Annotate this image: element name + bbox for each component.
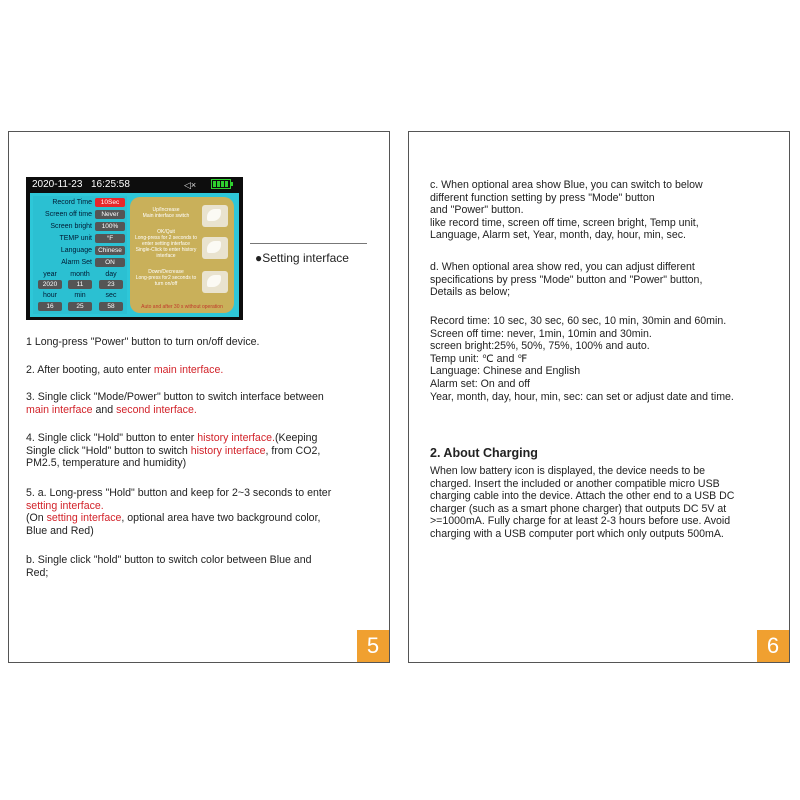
battery-icon bbox=[211, 179, 231, 189]
manual-page-6 bbox=[408, 131, 790, 663]
instruction-1: 1 Long-press "Power" button to turn on/off device. bbox=[26, 336, 260, 348]
paragraph-d: d. When optional area show red, you can adjust different specifications by press "Mode" button and "Power" button, Details as below; bbox=[430, 261, 703, 299]
button-help-panel: Up/Increase Main interface switch OK/Quit Long-press for 2 seconds to enter setting interface Single-Click to enter history interface Down/Decrease Long-press for2 seconds to turn on/off Auto and after 30 s without operation bbox=[130, 197, 234, 313]
instruction-5a: 5. a. Long-press "Hold" button and keep for 2~3 seconds to enter setting interface. (On setting interface, optional area have two background color, Blue and Red) bbox=[26, 487, 332, 537]
device-time: 16:25:58 bbox=[91, 179, 130, 190]
settings-details: Record time: 10 sec, 30 sec, 60 sec, 10 min, 30min and 60min. Screen off time: never, 1min, 10min and 30min. screen bright:25%, 50%, 75%, 100% and auto. Temp unit: ℃ and ℉ Language: Chinese and English Alarm set: On and off Year, month, day, hour, min, sec: can set or adjust date and time. bbox=[430, 315, 734, 403]
setting-row: Screen bright 100% bbox=[33, 221, 127, 232]
instruction-4: 4. Single click "Hold" button to enter history interface.(Keeping Single click "Hold" button to switch history interface, from CO2, PM2.5, temperature and humidity) bbox=[26, 432, 321, 470]
setting-interface-callout: ●Setting interface bbox=[255, 251, 349, 265]
instruction-3: 3. Single click "Mode/Power" button to switch interface between main interface and second interface. bbox=[26, 391, 324, 416]
paragraph-c: c. When optional area show Blue, you can switch to below different function setting by press "Mode" button and "Power" button. like record time, screen off time, screen bright, Temp unit, Language, Alarm set, Year, month, day, hour, min, sec. bbox=[430, 179, 703, 242]
setting-row: TEMP unit °F bbox=[33, 233, 127, 244]
down-key-icon bbox=[202, 271, 228, 293]
setting-row: Screen off time Never bbox=[33, 209, 127, 220]
up-key-icon bbox=[202, 205, 228, 227]
manual-page-5 bbox=[8, 131, 390, 663]
setting-row: Alarm Set ON bbox=[33, 257, 127, 268]
speaker-mute-icon: ◁× bbox=[184, 180, 197, 190]
ok-key-icon bbox=[202, 237, 228, 259]
setting-screen bbox=[30, 193, 239, 317]
callout-line bbox=[250, 243, 367, 244]
page-number: 5 bbox=[357, 630, 389, 662]
device-screen-image bbox=[26, 177, 243, 320]
setting-panel: Record Time 10Sec Screen off time Never Screen bright 100% TEMP unit °F Language Chinese Alarm Set ON year month day 2020 11 23 hour min sec 16 25 58 bbox=[33, 196, 127, 314]
setting-row: Language Chinese bbox=[33, 245, 127, 256]
setting-row: Record Time 10Sec bbox=[33, 197, 127, 208]
charging-text: When low battery icon is displayed, the device needs to be charged. Insert the included or another compatible micro USB charging cable into the device. Attach the other end to a USB DC charger (such as a smart phone charger) that outputs DC 5V at >=1000mA. Fully charge for at least 2-3 hours before use. Avoid charging with a USB computer port which only outputs 500mA. bbox=[430, 465, 735, 540]
charging-heading: 2. About Charging bbox=[430, 446, 538, 460]
device-date: 2020-11-23 bbox=[32, 179, 83, 190]
instruction-5b: b. Single click "hold" button to switch color between Blue and Red; bbox=[26, 554, 312, 579]
device-status-bar bbox=[26, 177, 243, 191]
instruction-2: 2. After booting, auto enter main interface. bbox=[26, 364, 224, 376]
page-number: 6 bbox=[757, 630, 789, 662]
